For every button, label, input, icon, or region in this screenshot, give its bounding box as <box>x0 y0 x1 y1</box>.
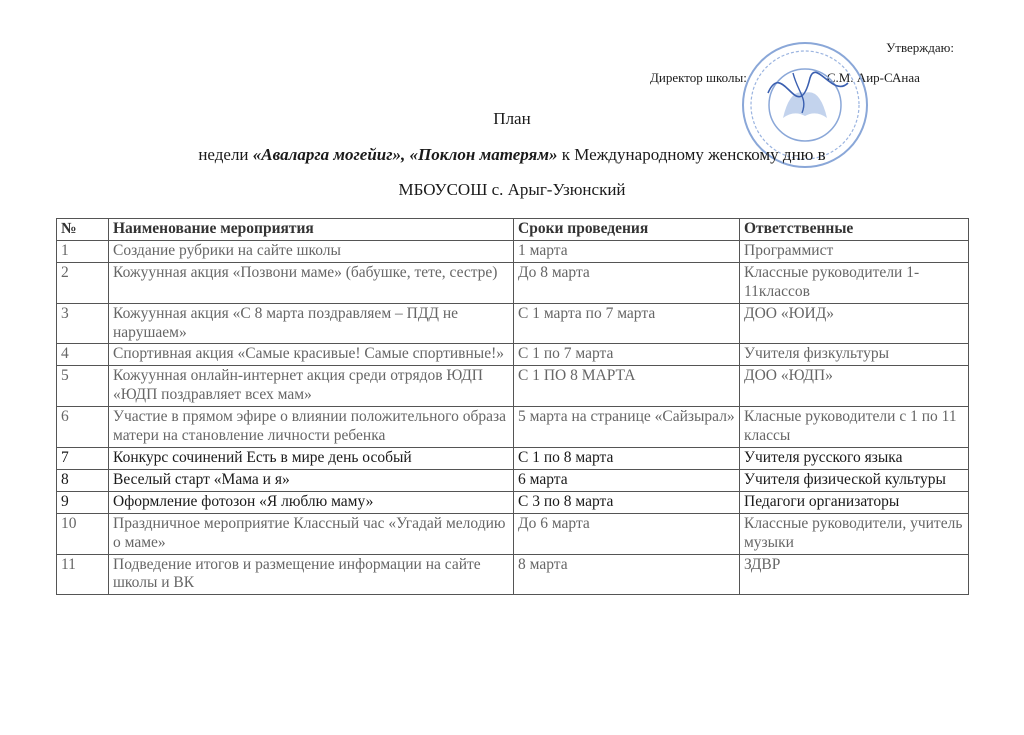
cell-dates: До 8 марта <box>514 262 740 303</box>
cell-responsible: Классные руководители, учитель музыки <box>740 513 969 554</box>
cell-event: Создание рубрики на сайте школы <box>109 240 514 262</box>
cell-num: 9 <box>57 491 109 513</box>
cell-dates: С 1 по 7 марта <box>514 344 740 366</box>
cell-event: Кожуунная акция «С 8 марта поздравляем – ПДД не нарушаем» <box>109 303 514 344</box>
table-row <box>57 513 969 554</box>
table-row <box>57 262 969 303</box>
table-header-row <box>57 219 969 241</box>
table-row <box>57 240 969 262</box>
cell-responsible: Педагоги организаторы <box>740 491 969 513</box>
school-name: МБОУСОШ с. Арыг-Узюнский <box>398 180 626 199</box>
cell-responsible: Учителя русского языка <box>740 447 969 469</box>
week-names: «Аваларга могейиг», «Поклон матерям» <box>252 145 558 164</box>
cell-num: 6 <box>57 407 109 448</box>
cell-responsible: ЗДВР <box>740 554 969 595</box>
cell-num: 10 <box>57 513 109 554</box>
table-row <box>57 407 969 448</box>
cell-responsible: ДОО «ЮИД» <box>740 303 969 344</box>
table-row <box>57 554 969 595</box>
table-row <box>57 469 969 491</box>
cell-event: Праздничное мероприятие Классный час «Угадай мелодию о маме» <box>109 513 514 554</box>
cell-responsible: ДОО «ЮДП» <box>740 366 969 407</box>
subtitle-prefix: недели <box>198 145 253 164</box>
cell-event: Кожуунная онлайн-интернет акция среди отрядов ЮДП «ЮДП поздравляет всех мам» <box>109 366 514 407</box>
cell-event: Веселый старт «Мама и я» <box>109 469 514 491</box>
table-row <box>57 344 969 366</box>
table-row <box>57 303 969 344</box>
header-dates: Сроки проведения <box>514 219 740 241</box>
table-row <box>57 491 969 513</box>
cell-dates: 1 марта <box>514 240 740 262</box>
cell-event: Оформление фотозон «Я люблю маму» <box>109 491 514 513</box>
cell-dates: С 1 ПО 8 МАРТА <box>514 366 740 407</box>
cell-dates: 8 марта <box>514 554 740 595</box>
cell-dates: 6 марта <box>514 469 740 491</box>
cell-num: 7 <box>57 447 109 469</box>
table-row <box>57 447 969 469</box>
cell-event: Спортивная акция «Самые красивые! Самые спортивные!» <box>109 344 514 366</box>
cell-event: Конкурс сочинений Есть в мире день особый <box>109 447 514 469</box>
cell-num: 4 <box>57 344 109 366</box>
table-row <box>57 366 969 407</box>
cell-responsible: Классные руководители 1-11классов <box>740 262 969 303</box>
cell-dates: С 1 по 8 марта <box>514 447 740 469</box>
cell-num: 1 <box>57 240 109 262</box>
plan-title: План <box>493 109 531 128</box>
cell-event: Участие в прямом эфире о влиянии положительного образа матери на становление личности ребенка <box>109 407 514 448</box>
cell-event: Подведение итогов и размещение информации на сайте школы и ВК <box>109 554 514 595</box>
header-event: Наименование мероприятия <box>109 219 514 241</box>
subtitle-suffix: к Международному женскому дню в <box>557 145 826 164</box>
director-name: С.М. Аир-САнаа <box>826 70 920 85</box>
cell-num: 2 <box>57 262 109 303</box>
cell-event: Кожуунная акция «Позвони маме» (бабушке, тете, сестре) <box>109 262 514 303</box>
cell-num: 11 <box>57 554 109 595</box>
cell-dates: С 3 по 8 марта <box>514 491 740 513</box>
header-responsible: Ответственные <box>740 219 969 241</box>
cell-dates: 5 марта на странице «Сайзырал» <box>514 407 740 448</box>
cell-num: 8 <box>57 469 109 491</box>
plan-subtitle <box>0 145 1024 165</box>
cell-responsible: Класные руководители с 1 по 11 классы <box>740 407 969 448</box>
approval-label: Утверждаю: <box>886 40 954 55</box>
cell-responsible: Учителя физкультуры <box>740 344 969 366</box>
cell-responsible: Программист <box>740 240 969 262</box>
plan-table <box>56 218 969 595</box>
cell-num: 3 <box>57 303 109 344</box>
cell-num: 5 <box>57 366 109 407</box>
director-label: Директор школы: <box>650 70 747 85</box>
header-num: № <box>57 219 109 241</box>
cell-responsible: Учителя физической культуры <box>740 469 969 491</box>
cell-dates: С 1 марта по 7 марта <box>514 303 740 344</box>
cell-dates: До 6 марта <box>514 513 740 554</box>
